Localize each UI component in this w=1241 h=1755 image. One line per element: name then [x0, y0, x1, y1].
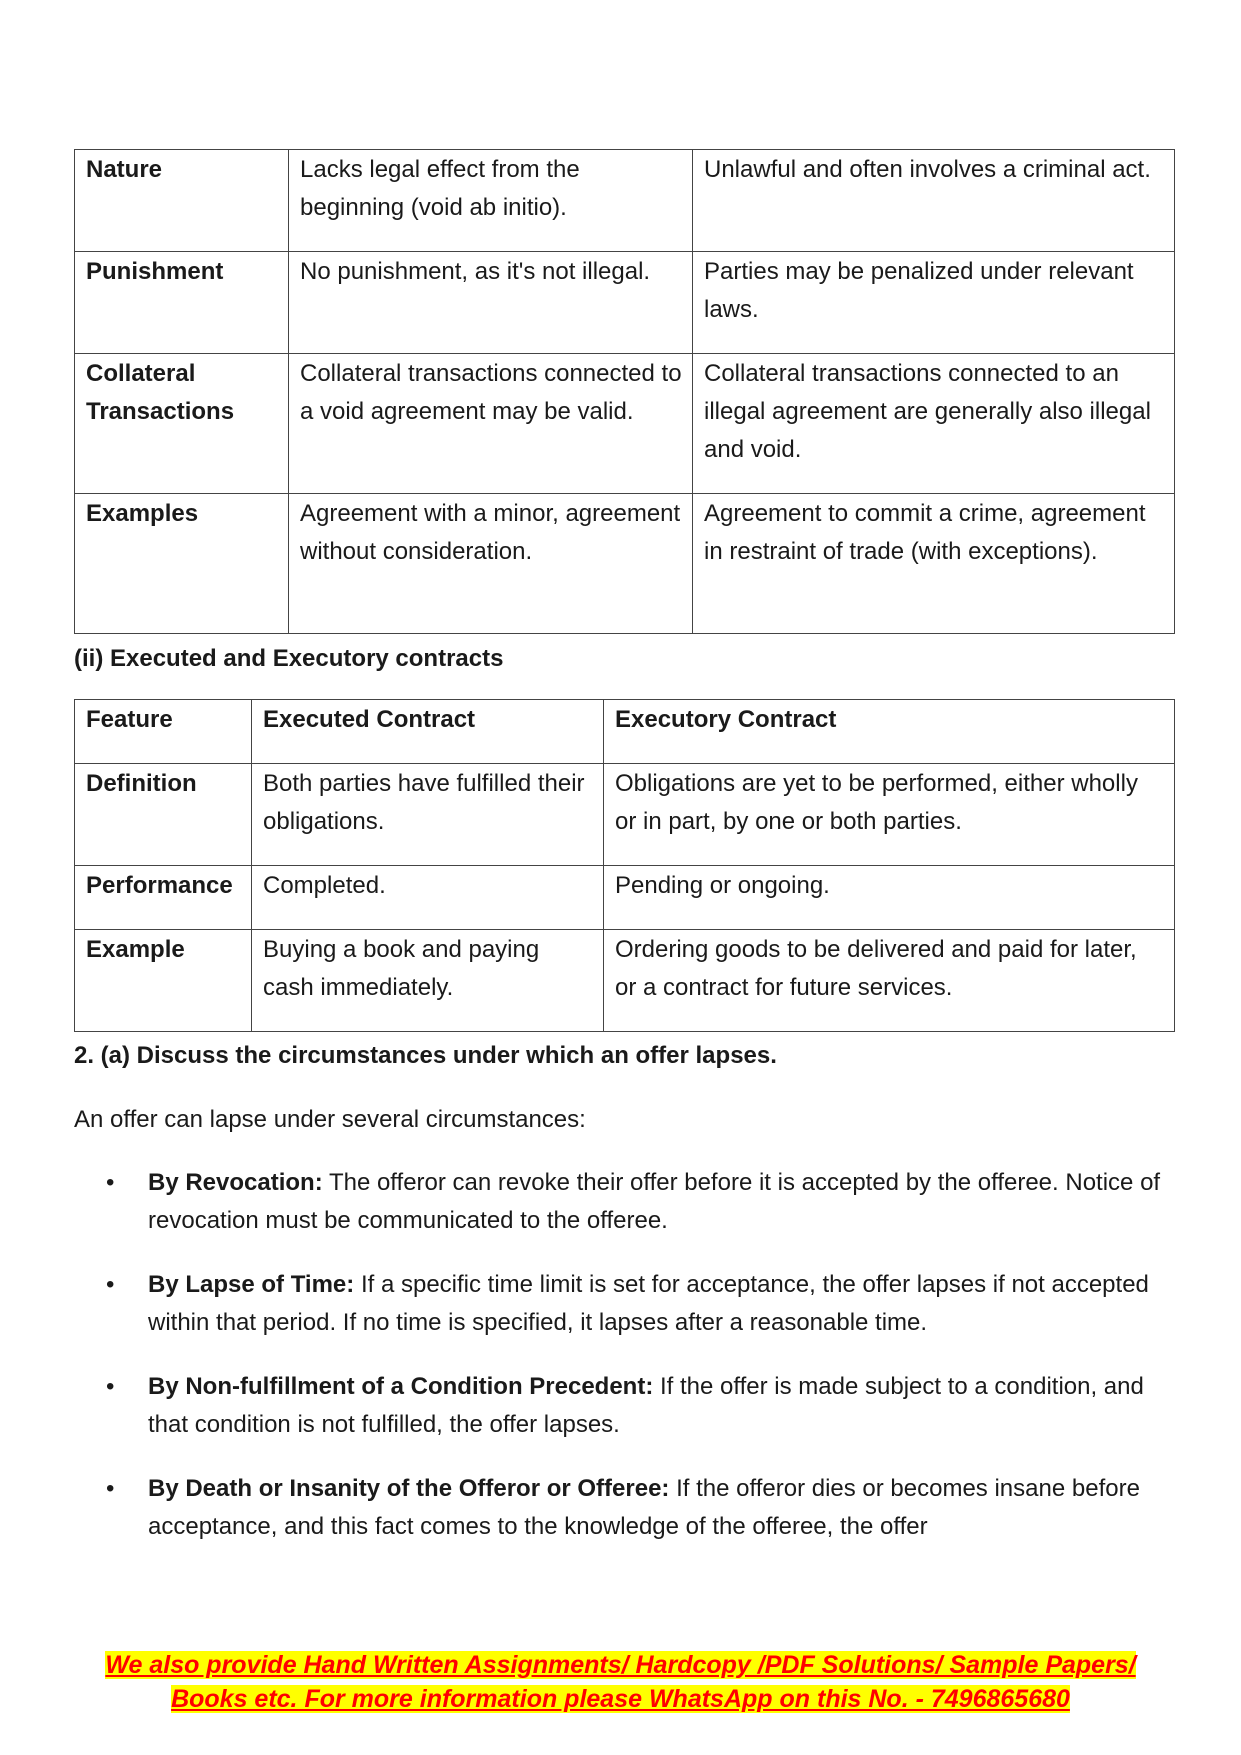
list-item: [74, 1266, 1176, 1342]
point-title: By Lapse of Time:: [148, 1271, 355, 1298]
void-vs-illegal-table: [74, 149, 1175, 634]
table-row: [75, 494, 1175, 634]
feature-cell: Punishment: [75, 252, 289, 354]
table-row: [75, 354, 1175, 494]
table-row: [75, 764, 1175, 866]
executed-vs-executory-table: [74, 699, 1175, 1032]
feature-cell: Nature: [75, 150, 289, 252]
point-title: By Non-fulfillment of a Condition Precedent:: [148, 1373, 654, 1400]
executory-cell: Pending or ongoing.: [604, 866, 1175, 930]
bullet-icon: •: [106, 1169, 115, 1196]
list-item: [74, 1368, 1176, 1444]
list-item: [74, 1470, 1176, 1546]
executed-cell: Buying a book and paying cash immediately.: [252, 930, 604, 1032]
table-header-row: [75, 700, 1175, 764]
point-text: The offeror can revoke their offer before it is accepted by the offeree. Notice of revocation must be communicated to the offeree.: [148, 1169, 1161, 1234]
column-header: Feature: [75, 700, 252, 764]
list-item: [74, 1164, 1176, 1240]
point-title: By Revocation:: [148, 1169, 323, 1196]
executory-cell: Obligations are yet to be performed, either wholly or in part, by one or both parties.: [604, 764, 1175, 866]
feature-cell: Definition: [75, 764, 252, 866]
point-text: If the offer is made subject to a condition, and that condition is not fulfilled, the offer lapses.: [148, 1373, 1144, 1438]
point-title: By Death or Insanity of the Offeror or Offeree:: [148, 1475, 670, 1502]
void-agreement-cell: Agreement with a minor, agreement without consideration.: [289, 494, 693, 634]
intro-paragraph: An offer can lapse under several circumstances:: [74, 1106, 586, 1133]
point-text: If a specific time limit is set for acceptance, the offer lapses if not accepted within that period. If no time is specified, it lapses after a reasonable time.: [148, 1271, 1149, 1336]
table-row: [75, 252, 1175, 354]
offer-lapse-list: [74, 1164, 1176, 1572]
table-row: [75, 150, 1175, 252]
section-heading: (ii) Executed and Executory contracts: [74, 645, 504, 672]
executed-cell: Completed.: [252, 866, 604, 930]
bullet-icon: •: [106, 1373, 115, 1400]
void-agreement-cell: No punishment, as it's not illegal.: [289, 252, 693, 354]
table-row: [75, 930, 1175, 1032]
footer-line-1: We also provide Hand Written Assignments/ Hardcopy /PDF Solutions/ Sample Papers/: [105, 1651, 1136, 1679]
footer-line-2: Books etc. For more information please WhatsApp on this No. - 7496865680: [171, 1685, 1070, 1713]
question-heading: 2. (a) Discuss the circumstances under which an offer lapses.: [74, 1042, 777, 1069]
table-row: [75, 866, 1175, 930]
column-header: Executory Contract: [604, 700, 1175, 764]
feature-cell: Example: [75, 930, 252, 1032]
executed-cell: Both parties have fulfilled their obligations.: [252, 764, 604, 866]
bullet-icon: •: [106, 1475, 115, 1502]
illegal-agreement-cell: Parties may be penalized under relevant laws.: [693, 252, 1175, 354]
feature-cell: Examples: [75, 494, 289, 634]
illegal-agreement-cell: Unlawful and often involves a criminal act.: [693, 150, 1175, 252]
point-text: If the offeror dies or becomes insane before acceptance, and this fact comes to the knowledge of the offeree, the offer: [148, 1475, 1140, 1540]
column-header: Executed Contract: [252, 700, 604, 764]
bullet-icon: •: [106, 1271, 115, 1298]
executory-cell: Ordering goods to be delivered and paid for later, or a contract for future services.: [604, 930, 1175, 1032]
void-agreement-cell: Collateral transactions connected to a void agreement may be valid.: [289, 354, 693, 494]
illegal-agreement-cell: Collateral transactions connected to an illegal agreement are generally also illegal and void.: [693, 354, 1175, 494]
illegal-agreement-cell: Agreement to commit a crime, agreement in restraint of trade (with exceptions).: [693, 494, 1175, 634]
feature-cell: Performance: [75, 866, 252, 930]
promo-footer: [0, 1648, 1241, 1716]
feature-cell: Collateral Transactions: [75, 354, 289, 494]
void-agreement-cell: Lacks legal effect from the beginning (void ab initio).: [289, 150, 693, 252]
